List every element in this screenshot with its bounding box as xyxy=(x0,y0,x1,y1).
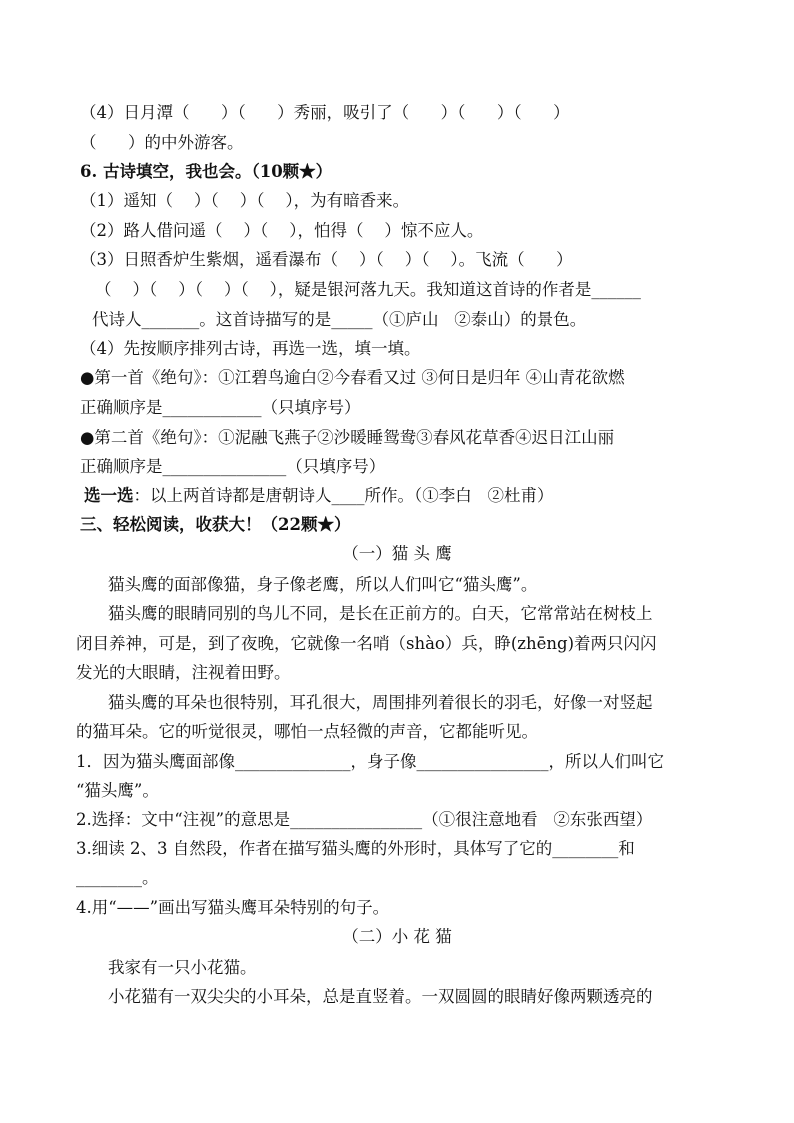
question-2: 2.选择：文中“注视”的意思是________________（①很注意地看 ②东张西望） xyxy=(76,810,653,829)
question-1-line-1: 1．因为猫头鹰面部像______________，身子像________________，所以人们叫它 xyxy=(76,752,664,771)
second-poem-lines: ●第二首《绝句》：①泥融飞燕子②沙暖睡鸳鸯③春风花草香④迟日江山丽 xyxy=(80,428,615,447)
question-3-line-1: 3.细读 2、3 自然段，作者在描写猫头鹰的外形时，具体写了它的________和 xyxy=(76,839,635,858)
reading-2-para-1: 我家有一只小花猫。 xyxy=(108,958,257,977)
reading-1-para-2-line-3: 发光的大眼睛，注视着田野。 xyxy=(76,663,291,682)
poem-item-4: （4）先按顺序排列古诗，再选一选，填一填。 xyxy=(80,339,421,358)
second-poem-answer: 正确顺序是_______________（只填序号） xyxy=(80,457,386,476)
section-3-heading: 三、轻松阅读，收获大！（22颗★） xyxy=(80,515,351,534)
q4-line-1: （4）日月潭（ ）（ ）秀丽，吸引了（ ）（ ）（ ） xyxy=(80,103,570,122)
question-4: 4.用“——”画出写猫头鹰耳朵特别的句子。 xyxy=(76,898,390,917)
poem-item-1: （1）遥知（ ）（ ）（ ），为有暗香来。 xyxy=(80,191,410,210)
pick-text: ：以上两首诗都是唐朝诗人____所作。（①李白 ②杜甫） xyxy=(133,486,554,505)
poem-item-3-line-2: （ ）（ ）（ ）（ ），疑是银河落九天。我知道这首诗的作者是______ xyxy=(95,280,641,299)
reading-1-para-1: 猫头鹰的面部像猫，身子像老鹰，所以人们叫它“猫头鹰”。 xyxy=(108,575,538,594)
reading-1-para-3-line-1: 猫头鹰的耳朵也很特别，耳孔很大，周围排列着很长的羽毛，好像一对竖起 xyxy=(108,693,653,712)
question-1-line-2: “猫头鹰”。 xyxy=(76,781,159,800)
section-6-heading: 6. 古诗填空，我也会。（10颗★） xyxy=(80,162,333,181)
first-poem-answer: 正确顺序是____________（只填序号） xyxy=(80,398,361,417)
pick-label: 选一选 xyxy=(84,486,134,505)
reading-1-para-2-line-1: 猫头鹰的眼睛同别的鸟儿不同，是长在正前方的。白天，它常常站在树枝上 xyxy=(108,604,653,623)
q4-line-2: （ ）的中外游客。 xyxy=(80,133,244,152)
poem-item-3-line-3: 代诗人_______。这首诗描写的是_____（①庐山 ②泰山）的景色。 xyxy=(92,310,587,329)
reading-1-title: （一）猫 头 鹰 xyxy=(342,544,452,563)
reading-2-para-2: 小花猫有一双尖尖的小耳朵，总是直竖着。一双圆圆的眼睛好像两颗透亮的 xyxy=(108,987,653,1006)
reading-1-para-2-line-2: 闭目养神，可是，到了夜晚，它就像一名哨（shào）兵，睁(zhēng)着两只闪闪 xyxy=(76,634,657,653)
reading-1-para-3-line-2: 的猫耳朵。它的听觉很灵，哪怕一点轻微的声音，它都能听见。 xyxy=(76,722,538,741)
poem-item-3-line-1: （3）日照香炉生紫烟，遥看瀑布（ ）（ ）（ ）。飞流（ ） xyxy=(80,250,573,269)
poem-item-2: （2）路人借问遥（ ）（ ），怕得（ ）惊不应人。 xyxy=(80,221,484,240)
question-3-line-2: ________。 xyxy=(76,868,159,887)
reading-2-title: （二）小 花 猫 xyxy=(342,927,452,946)
first-poem-lines: ●第一首《绝句》：①江碧鸟逾白②今春看又过 ③何日是归年 ④山青花欲燃 xyxy=(80,368,625,387)
pick-poet-line xyxy=(84,485,794,507)
